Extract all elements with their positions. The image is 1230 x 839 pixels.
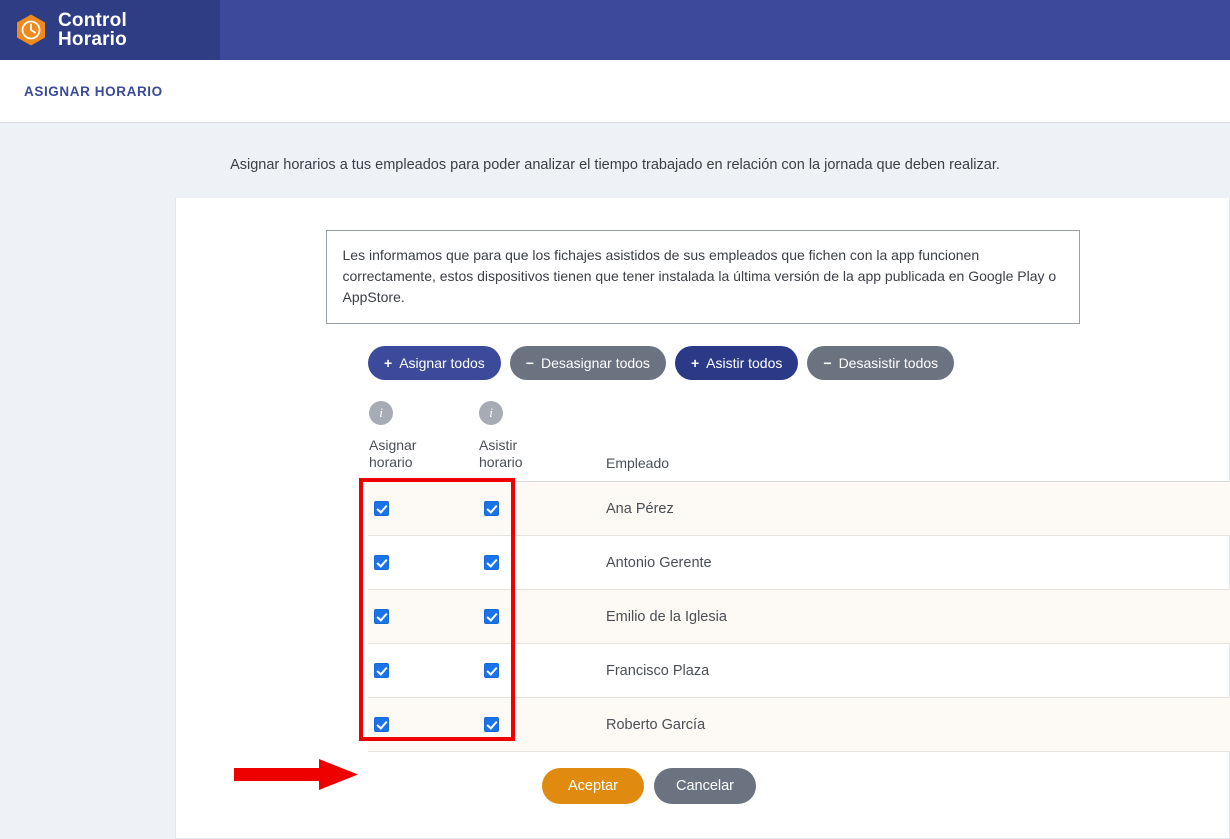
cancel-button[interactable]: Cancelar bbox=[654, 768, 756, 804]
employee-name: Emilio de la Iglesia bbox=[588, 590, 1230, 644]
column-header-attend bbox=[478, 400, 588, 482]
assign-cell bbox=[368, 536, 478, 590]
table-row bbox=[368, 482, 1230, 536]
unattend-all-label: Desasistir todos bbox=[838, 355, 939, 371]
assign-checkbox[interactable] bbox=[374, 717, 389, 732]
plus-icon: + bbox=[384, 355, 393, 371]
attend-header-line1: Asistir bbox=[479, 437, 518, 453]
assign-checkbox[interactable] bbox=[374, 663, 389, 678]
table-row bbox=[368, 536, 1230, 590]
attend-all-button[interactable] bbox=[675, 346, 798, 380]
form-footer bbox=[176, 768, 1229, 804]
table-header-row bbox=[368, 400, 1230, 482]
top-bar bbox=[0, 0, 1230, 60]
brand-title bbox=[58, 11, 127, 49]
employee-name: Antonio Gerente bbox=[588, 536, 1230, 590]
minus-icon: − bbox=[525, 355, 534, 371]
assign-all-label: Asignar todos bbox=[399, 355, 485, 371]
assign-header-line1: Asignar bbox=[369, 437, 417, 453]
attend-checkbox[interactable] bbox=[484, 609, 499, 624]
assign-header-line2: horario bbox=[369, 454, 413, 470]
attend-checkbox[interactable] bbox=[484, 555, 499, 570]
employee-table bbox=[368, 400, 1230, 752]
accept-button[interactable]: Aceptar bbox=[542, 768, 644, 804]
info-icon[interactable]: i bbox=[479, 401, 503, 425]
brand-logo-area[interactable] bbox=[0, 0, 220, 60]
assign-cell bbox=[368, 644, 478, 698]
content-card bbox=[175, 198, 1230, 839]
employee-table-body bbox=[368, 482, 1230, 752]
attend-cell bbox=[478, 644, 588, 698]
attend-checkbox[interactable] bbox=[484, 717, 499, 732]
attend-cell bbox=[478, 698, 588, 752]
column-header-assign bbox=[368, 400, 478, 482]
attend-cell bbox=[478, 536, 588, 590]
page-title: ASIGNAR HORARIO bbox=[24, 83, 163, 99]
unattend-all-button[interactable] bbox=[807, 346, 954, 380]
unassign-all-label: Desasignar todos bbox=[540, 355, 650, 371]
intro-text: Asignar horarios a tus empleados para poder analizar el tiempo trabajado en relación con la jornada que deben realizar. bbox=[230, 157, 1000, 173]
attend-checkbox[interactable] bbox=[484, 501, 499, 516]
attend-header-line2: horario bbox=[479, 454, 523, 470]
employee-name: Francisco Plaza bbox=[588, 644, 1230, 698]
brand-title-line2: Horario bbox=[58, 29, 127, 50]
attend-cell bbox=[478, 482, 588, 536]
bulk-actions-toolbar bbox=[176, 346, 1229, 380]
assign-all-button[interactable] bbox=[368, 346, 501, 380]
brand-title-line1: Control bbox=[58, 10, 127, 31]
table-row bbox=[368, 590, 1230, 644]
notice-box: Les informamos que para que los fichajes asistidos de sus empleados que fichen con la app funcionen correctamente, estos dispositivos tienen que tener instalada la última versión de la app publicada en Google Play o AppStore. bbox=[326, 230, 1080, 324]
assign-cell bbox=[368, 698, 478, 752]
minus-icon: − bbox=[823, 355, 832, 371]
column-header-employee: Empleado bbox=[588, 400, 1230, 482]
table-row bbox=[368, 644, 1230, 698]
unassign-all-button[interactable] bbox=[510, 346, 666, 380]
assign-checkbox[interactable] bbox=[374, 501, 389, 516]
sub-header bbox=[0, 60, 1230, 123]
attend-checkbox[interactable] bbox=[484, 663, 499, 678]
employee-name: Roberto García bbox=[588, 698, 1230, 752]
employee-table-wrapper bbox=[176, 400, 1229, 752]
assign-checkbox[interactable] bbox=[374, 555, 389, 570]
attend-all-label: Asistir todos bbox=[706, 355, 783, 371]
plus-icon: + bbox=[690, 355, 700, 371]
assign-cell bbox=[368, 590, 478, 644]
assign-checkbox[interactable] bbox=[374, 609, 389, 624]
attend-cell bbox=[478, 590, 588, 644]
clock-hexagon-icon bbox=[14, 13, 48, 47]
table-row bbox=[368, 698, 1230, 752]
page-body bbox=[0, 123, 1230, 839]
assign-cell bbox=[368, 482, 478, 536]
info-icon[interactable]: i bbox=[369, 401, 393, 425]
employee-name: Ana Pérez bbox=[588, 482, 1230, 536]
